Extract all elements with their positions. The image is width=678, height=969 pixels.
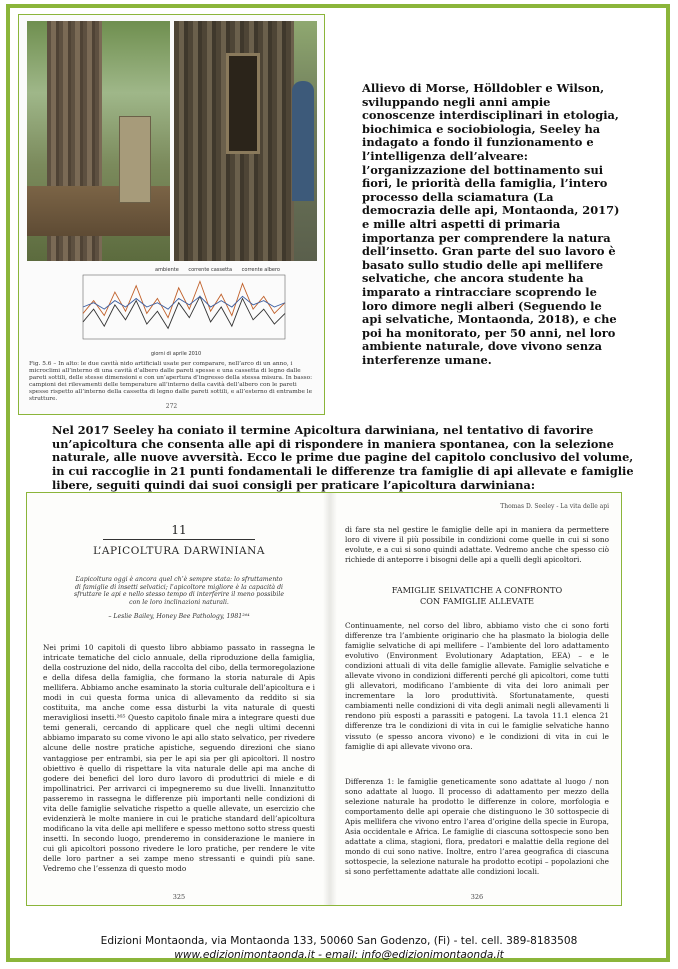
intro-paragraph: Allievo di Morse, Hölldobler e Wilson, sviluppando negli anni ampie conoscenze interdisciplinari in etologia, biochimica e sociobiologia, Seeley ha indagato a fondo il funzionamento e l’intelligenza dell’alveare: l’organizzazione del bottinamento sui fiori, le priorità della famiglia, l’intero processo della sciamatura (La democrazia delle api, Montaonda, 2017) e mille altri aspetti di primaria importanza per comprendere la natura dell’insetto. Gran parte del suo lavoro è basato sullo studio delle api mellifere selvatiche, che ancora studente ha imparato a rintracciare scoprendo le loro dimore negli alberi (Seguendo le api selvatiche, Montaonda, 2018), e che poi ha monitorato, per 50 anni, nel loro ambiente naturale, dove vivono senza interferenze umane. (362, 81, 620, 367)
photo-tree-cavity (174, 21, 317, 261)
temperature-chart (61, 265, 291, 360)
series-line (83, 296, 285, 328)
right-page (345, 493, 609, 905)
middle-paragraph: Nel 2017 Seeley ha coniato il termine Apicoltura darwiniana, nel tentativo di favorire un’apicoltura che consenta alle api di rispondere in maniera spontanea, con la selezione naturale, alle nuove avversità. Ecco le prime due pagine del capitolo conclusivo del volume, in cui raccoglie in 21 punti fondamentali le differenze tra famiglie di api allevate e famiglie libere, seguiti quindi dai suoi consigli per praticare l’apicoltura darwiniana: (52, 423, 634, 492)
right-body-text-2: Continuamente, nel corso del libro, abbiamo visto che ci sono forti differenze tra l’ambiente originario che ha plasmato la biologia delle famiglie selvatiche di api mellifere – l’ambiente del loro adattamento evolutivo (Environment Evolutionary Adaptation, EEA) – e le condizioni attuali di vita delle famiglie allevate. Famiglie selvatiche e allevate vivono in condizioni differenti perché gli apicoltori, come tutti gli allevatori, modificano l’ambiente di vita dei loro animali per incrementare la loro produttività. Sfortunatamente, questi cambiamenti nelle condizioni di vita degli animali negli allevamenti li rendono più esposti a parassiti e patogeni. La tavola 11.1 elenca 21 differenze tra le condizioni di vita in cui le famiglie selvatiche hanno vissuto (e spesso ancora vivono) e le condizioni di vita in cui le famiglie di api allevate vivono ora. (345, 621, 609, 751)
legend-item: corrente cassetta (188, 267, 233, 273)
left-page (43, 493, 315, 905)
section-title-line: FAMIGLIE SELVATICHE A CONFRONTO (391, 585, 563, 595)
chapter-title: L’APICOLTURA DARWINIANA (93, 545, 265, 557)
page-number: 272 (165, 403, 178, 410)
chapter-number: 11 (171, 523, 187, 537)
chart-legend (155, 267, 288, 273)
photos (27, 21, 317, 261)
footer-address: Edizioni Montaonda, via Montaonda 133, 50060 San Godenzo, (Fi) - tel. cell. 389-8183508 (100, 935, 578, 947)
section-title (345, 585, 609, 606)
epigraph: L’apicoltura oggi è ancora quel ch’è sempre stata: lo sfruttamento di famiglie di insetti selvatici; l’apicoltore migliore è la capacità di sfruttare le api e nello stesso tempo di interferire il meno possibile con le loro inclinazioni naturali. (74, 576, 284, 606)
book-spread (26, 492, 622, 906)
epigraph-author: – Leslie Bailey, Honey Bee Pathology, 1981²⁶⁴ (108, 613, 250, 620)
right-body-text-3: Differenza 1: le famiglie geneticamente sono adattate al luogo / non sono adattate al luogo. Il processo di adattamento per mezzo della selezione naturale ha prodotto le differenze in colore, morfologia e comportamento delle api operaie che distinguono le 30 sottospecie di Apis mellifera che vivono entro l’area d’origine della specie in Europa, Asia occidentale e Africa. Le famiglie di ciascuna sottospecie sono ben adattate a clima, stagioni, flora, predatori e malattie della regione del mondo di cui sono native. Inoltre, entro l’area geografica di ciascuna sottospecie, la selezione naturale ha prodotto ecotipi – popolazioni che si sono perfettamente adattate alle condizioni locali. (345, 777, 609, 877)
figure-caption: Fig. 5.6 – In alto: le due cavità nido artificiali usate per comparare, nell’arco di un anno, i microclimi all’interno di una cavità d’albero dalle pareti spesse e una cassetta di legno dalle pareti sottili, delle stesse dimensioni e con un’apertura d’ingresso della stessa misura. In basso: campioni dei rilevamenti delle temperature all’interno della cavità dell’albero con le pareti spesse rispetto all’interno della cassetta di legno dalle pareti sottili, e all’esterno di entrambe le strutture. (29, 361, 313, 402)
page-number-left: 325 (172, 893, 186, 901)
page-number-right: 326 (470, 893, 484, 901)
running-head: Thomas D. Seeley - La vita delle api (500, 503, 609, 510)
right-body-text-1: di fare sta nel gestire le famiglie delle api in maniera da permettere loro di vivere il più possibile in condizioni come quelle in cui si sono evolute, e a cui si sono quindi adattate. Vedremo anche che spesso ciò richiede di anteporre i bisogni delle api a quelli degli apicoltori. (345, 525, 609, 565)
footer-web: www.edizionimontaonda.it - email: info@edizionimontaonda.it (174, 949, 504, 961)
left-body-text: Nei primi 10 capitoli di questo libro abbiamo passato in rassegna le intricate tematiche del ciclo annuale, della riproduzione della famiglia, della costruzione del nido, della raccolta del cibo, della termoregolazione e della difesa della famiglia, che formano la storia naturale di Apis mellifera. Abbiamo anche esaminato la storia culturale dell’apicoltura e i modi in cui questa forma unica di allevamento da reddito si sia costituita, ma anche come essa disturbi la vita naturale di questi meravigliosi insetti.²⁶⁵ Questo capitolo finale mira a integrare questi due temi generali, cercando di applicare quel che negli ultimi decenni abbiamo imparato su come vivono le api allo stato selvatico, per rivedere alcune delle nostre pratiche apistiche, seguendo direzioni che siano vantaggiose per entrambi, sia per le api sia per gli apicoltori. Il nostro obiettivo è quello di rispettare la vita naturale delle api ma anche di godere dei benefici del loro duro lavoro di produttrici di miele e di impollinatrici. Per arrivarci ci impegneremo su due livelli. Innanzitutto passeremo in rassegna le differenze più importanti nelle condizioni di vita delle famiglie selvatiche rispetto a quelle allevate, un esercizio che evidenzierà le molte maniere in cui le pratiche standard dell’apicoltura modificano la vita delle api mellifere e spesso mettono sotto stress questi insetti. In secondo luogo, prenderemo in considerazione le maniere in cui gli apicoltori possono rivedere le loro pratiche, per rendere le vite delle loro partner a sei zampe meno stressanti e quindi più sane. Vedremo che l’essenza di questo modo (43, 643, 315, 874)
legend-item: corrente albero (241, 267, 280, 273)
section-title-line: CON FAMIGLIE ALLEVATE (419, 595, 535, 606)
photo-page (18, 14, 325, 415)
photo-tree-with-box (27, 21, 170, 261)
legend-item: ambiente (155, 267, 179, 273)
series-line (83, 281, 285, 317)
chart-svg (61, 265, 291, 351)
chart-x-label: giorni di aprile 2010 (150, 351, 202, 357)
